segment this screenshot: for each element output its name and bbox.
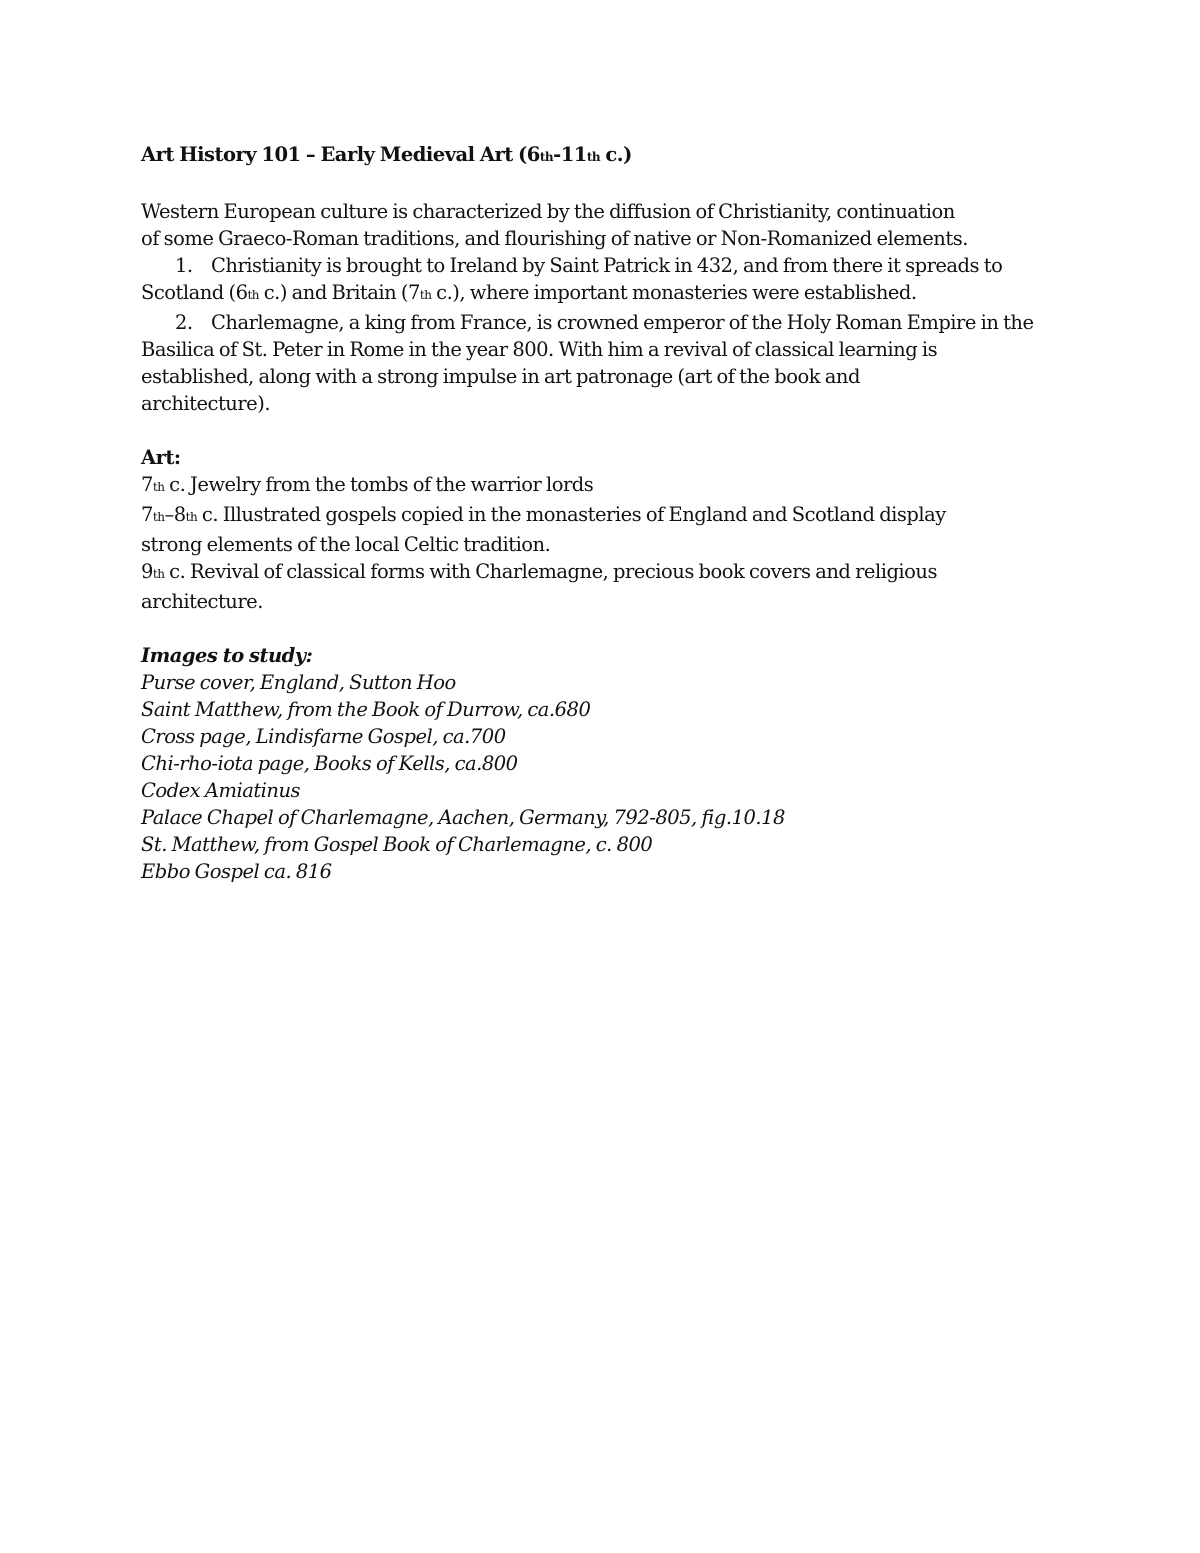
art-item-revival-cont: architecture. bbox=[141, 590, 263, 613]
ordinal-suffix: th bbox=[586, 150, 601, 164]
list-item-charlemagne: 2. Charlemagne, a king from France, is crowned emperor of the Holy Roman Empire in the Basilica of St. Peter in Rome in the year 800. With him a revival of classical learning is established, along with a strong impulse in art patronage (art of the book and architecture). bbox=[141, 311, 1034, 415]
ordinal-suffix: th bbox=[185, 510, 198, 524]
art-item-gospels-cont: strong elements of the local Celtic tradition. bbox=[141, 533, 551, 556]
ordinal-suffix: th bbox=[539, 150, 554, 164]
ordinal-suffix: th bbox=[152, 567, 165, 581]
image-item: Ebbo Gospel ca. 816 bbox=[141, 860, 332, 883]
list-item-christianity: 1. Christianity is brought to Ireland by Saint Patrick in 432, and from there it spreads to Scotland (6th c.) and Britain (7th c.), where important monasteries were established. bbox=[141, 254, 1003, 304]
intro-paragraph bbox=[141, 198, 1081, 252]
art-section bbox=[141, 471, 1081, 615]
document-page bbox=[141, 141, 1081, 885]
image-item: Saint Matthew, from the Book of Durrow, ca.680 bbox=[141, 698, 591, 721]
ordinal-suffix: th bbox=[152, 480, 165, 494]
ordinal-suffix: th bbox=[419, 288, 432, 302]
image-item: Cross page, Lindisfarne Gospel, ca.700 bbox=[141, 725, 506, 748]
intro-line: of some Graeco-Roman traditions, and flourishing of native or Non-Romanized elements. bbox=[141, 227, 968, 250]
image-item: Purse cover, England, Sutton Hoo bbox=[141, 671, 456, 694]
images-heading: Images to study: bbox=[141, 644, 313, 667]
list-number: 2. bbox=[175, 311, 193, 334]
image-item: Codex Amiatinus bbox=[141, 779, 301, 802]
art-item-revival: 9th c. Revival of classical forms with Charlemagne, precious book covers and religious bbox=[141, 560, 937, 583]
intro-line: Western European culture is characterized by the diffusion of Christianity, continuation bbox=[141, 200, 955, 223]
document-title: Art History 101 – Early Medieval Art (6th-11th c.) bbox=[141, 143, 632, 166]
list-number: 1. bbox=[175, 254, 193, 277]
ordinal-suffix: th bbox=[152, 510, 165, 524]
art-heading: Art: bbox=[141, 446, 181, 469]
art-item-gospels: 7th–8th c. Illustrated gospels copied in the monasteries of England and Scotland display bbox=[141, 503, 946, 526]
image-item: Palace Chapel of Charlemagne, Aachen, Germany, 792-805, fig.10.18 bbox=[141, 806, 785, 829]
ordinal-suffix: th bbox=[247, 288, 260, 302]
image-item: Chi-rho-iota page, Books of Kells, ca.800 bbox=[141, 752, 518, 775]
images-list bbox=[141, 669, 1081, 885]
art-item-jewelry: 7th c. Jewelry from the tombs of the warrior lords bbox=[141, 473, 594, 496]
image-item: St. Matthew, from Gospel Book of Charlemagne, c. 800 bbox=[141, 833, 653, 856]
